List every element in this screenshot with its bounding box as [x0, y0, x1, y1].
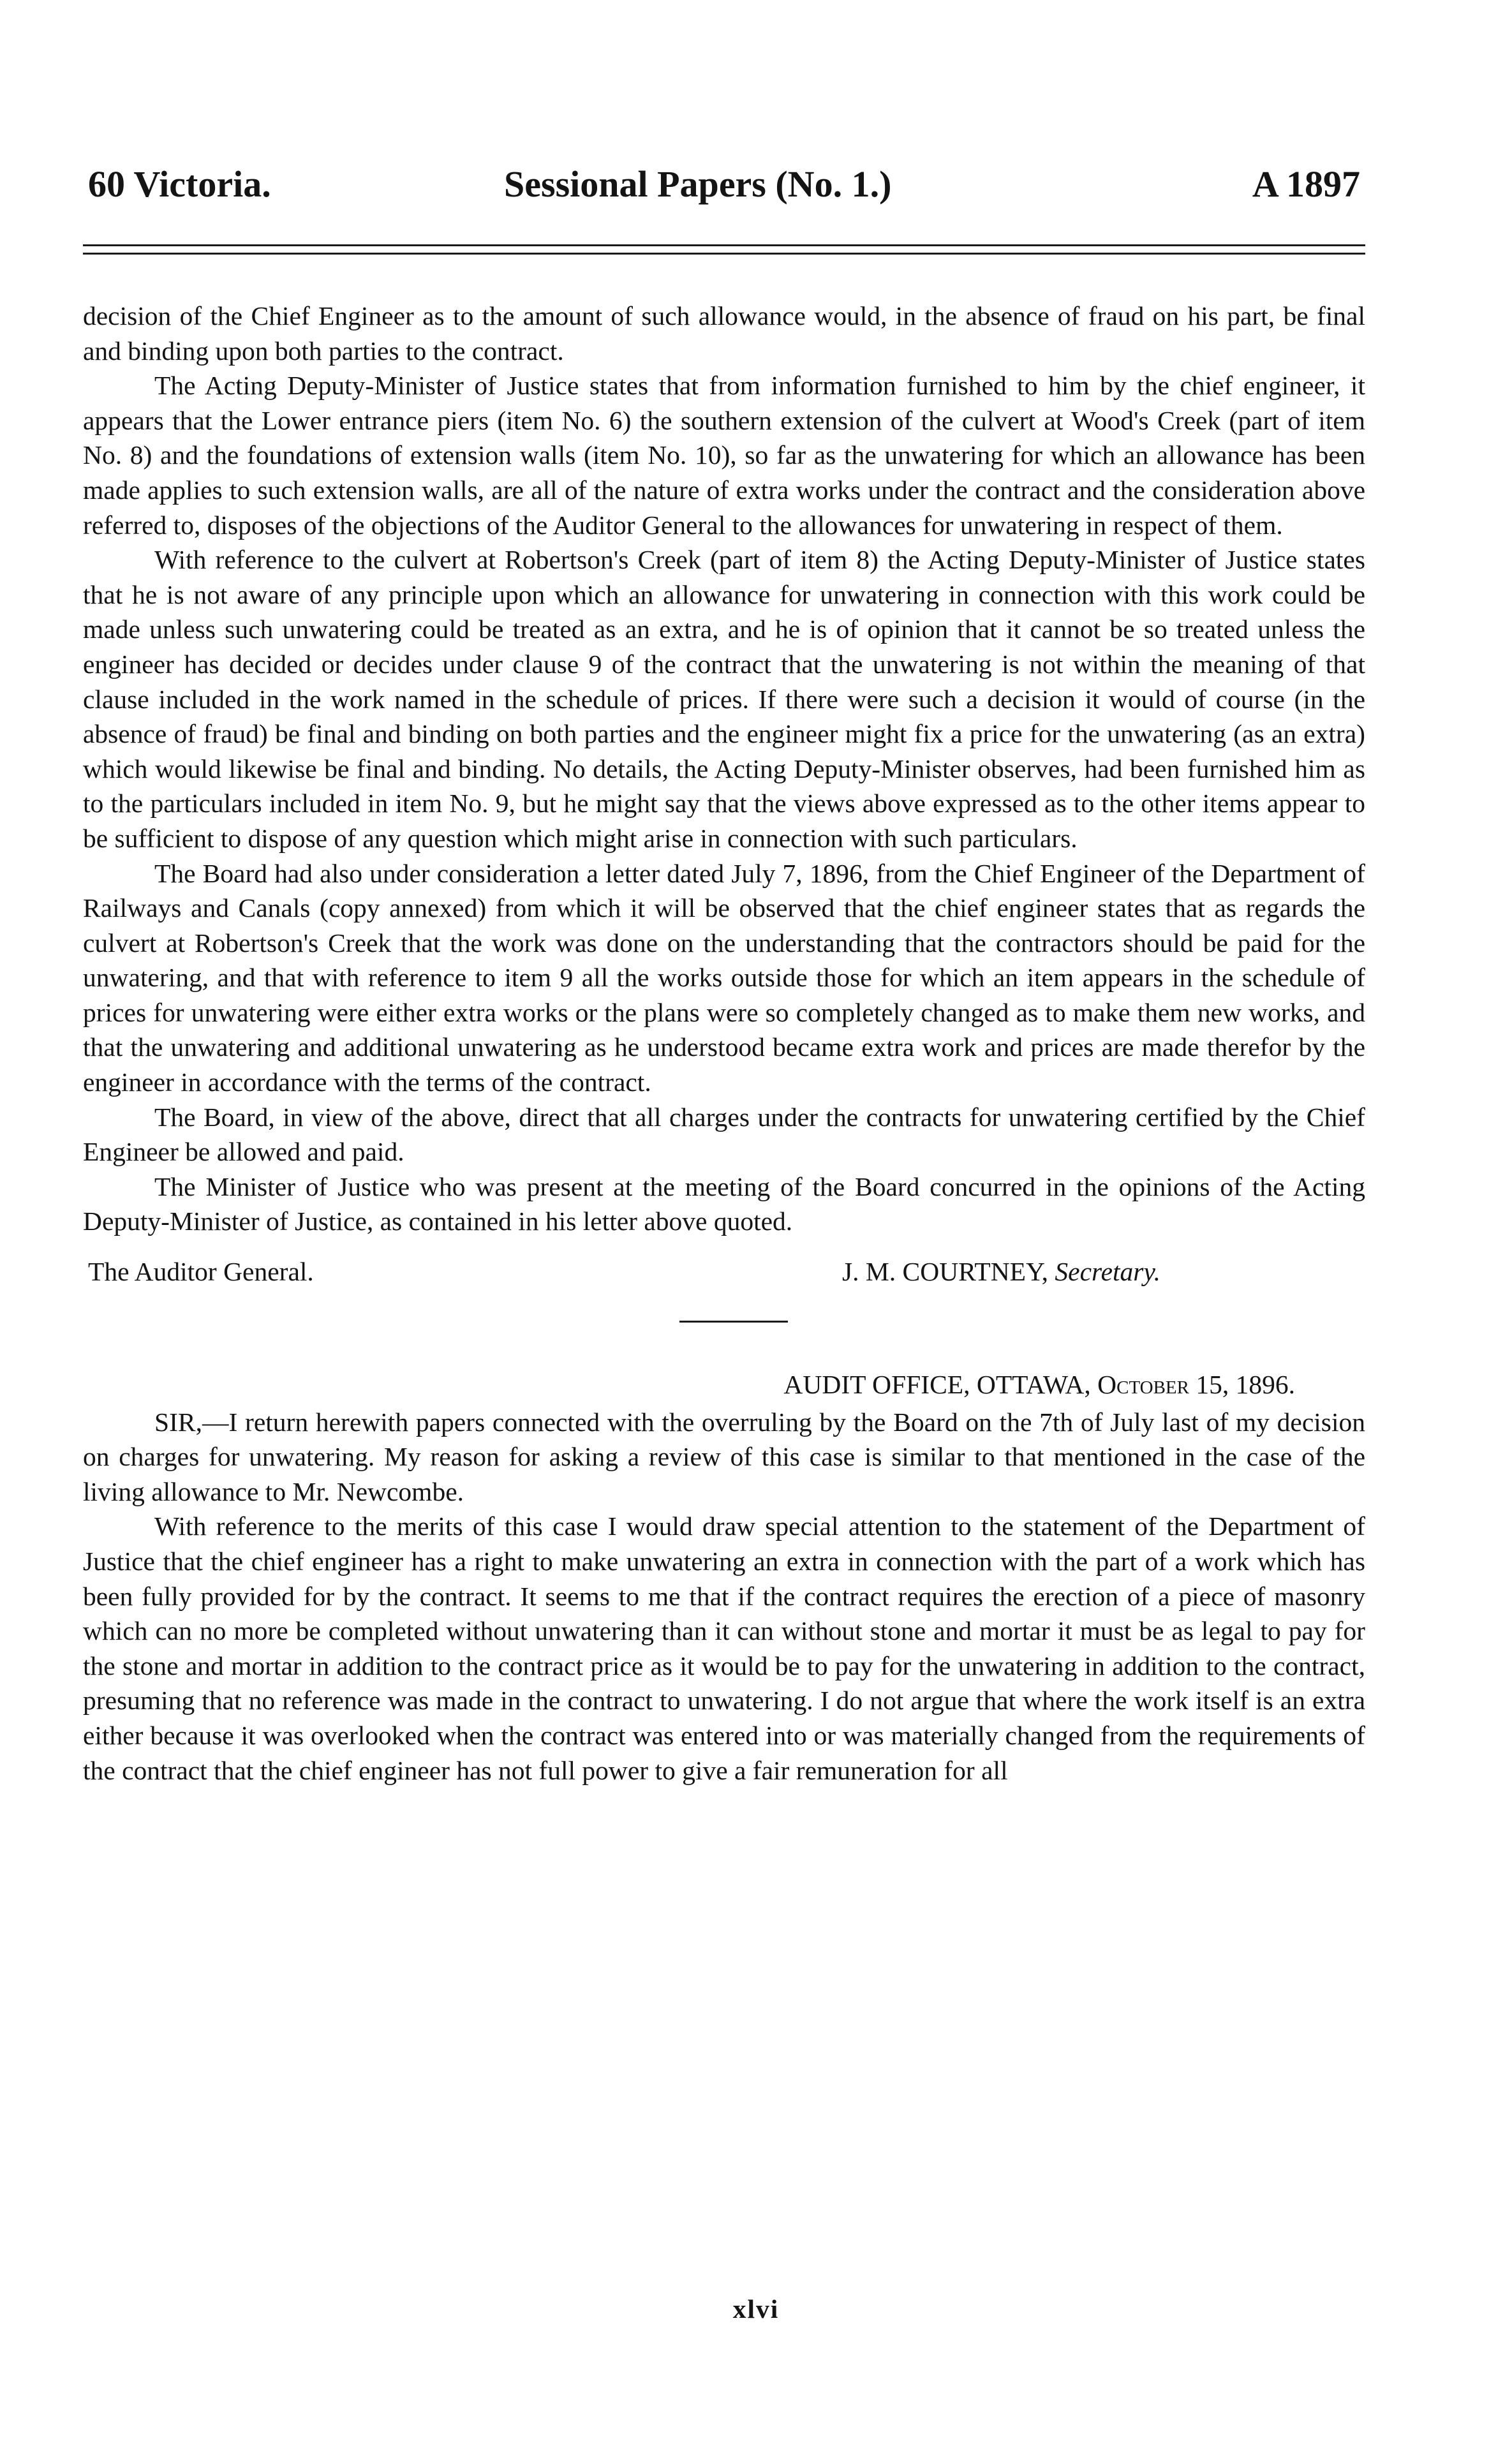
addressee: The Auditor General.	[88, 1257, 314, 1287]
paragraph: The Minister of Justice who was present at the meeting of the Board concurred in the opinions of the Acting Deputy-Minister of Justice, as contained in his letter above quoted.	[83, 1171, 1365, 1236]
signature	[842, 1254, 1160, 1289]
dateline: AUDIT OFFICE, OTTAWA, October 15, 1896.	[783, 1370, 1295, 1400]
signature-name: J. M. COURTNEY,	[842, 1257, 1049, 1287]
signoff	[83, 1243, 1365, 1295]
document-body	[83, 299, 1365, 1788]
paragraph: The Board, in view of the above, direct that all charges under the contracts for unwatering certified by the Chief Engineer be allowed and paid.	[83, 1102, 1365, 1167]
page-number: xlvi	[732, 2294, 780, 2324]
header-title: Sessional Papers (No. 1.)	[504, 163, 892, 205]
paragraph: decision of the Chief Engineer as to the amount of such allowance would, in the absence of fraud on his part, be final and binding upon both parties to the contract.	[83, 301, 1365, 366]
running-header	[83, 163, 1365, 214]
paragraph: With reference to the culvert at Robertson's Creek (part of item 8) the Acting Deputy-Minister of Justice states that he is not aware of any principle upon which an allowance for unwatering in connection with this work could be made unless such unwatering could be treated as an extra, and he is of opinion that it cannot be so treated unless the engineer has decided or decides under clause 9 of the contract that the unwatering is not within the meaning of that clause included in the work named in the schedule of prices. If there were such a decision it would of course (in the absence of fraud) be final and binding on both parties and the engineer might fix a price for the unwatering (as an extra) which would likewise be final and binding. No details, the Acting Deputy-Minister observes, had been furnished him as to the particulars included in item No. 9, but he might say that the views above expressed as to the other items appear to be sufficient to dispose of any question which might arise in connection with such particulars.	[83, 545, 1365, 853]
signature-role: Secretary.	[1055, 1257, 1160, 1287]
section-divider	[679, 1321, 788, 1323]
header-rule-bottom	[83, 253, 1365, 255]
header-volume: 60 Victoria.	[88, 163, 271, 205]
header-year: A 1897	[1252, 163, 1360, 205]
letter-paragraph: SIR,—I return herewith papers connected with the overruling by the Board on the 7th of July last of my decision on charges for unwatering. My reason for asking a review of this case is similar to that mentioned in the case of the living allowance to Mr. Newcombe.	[83, 1407, 1365, 1506]
header-rule-top	[83, 244, 1365, 246]
paragraph: The Acting Deputy-Minister of Justice states that from information furnished to him by the chief engineer, it appears that the Lower entrance piers (item No. 6) the southern extension of the culvert at Wood's Creek (part of item No. 8) and the foundations of extension walls (item No. 10), so far as the unwatering for which an allowance has been made applies to such extension walls, are all of the nature of extra works under the contract and the consideration above referred to, disposes of the objections of the Auditor General to the allowances for unwatering in respect of them.	[83, 371, 1365, 540]
paragraph: The Board had also under consideration a letter dated July 7, 1896, from the Chief Engineer of the Department of Railways and Canals (copy annexed) from which it will be observed that the chief engineer states that as regards the culvert at Robertson's Creek that the work was done on the understanding that the contractors should be paid for the unwatering, and that with reference to item 9 all the works outside those for which an item appears in the schedule of prices for unwatering were either extra works or the plans were so completely changed as to make them new works, and that the unwatering and additional unwatering as he understood became extra work and prices are made therefor by the engineer in accordance with the terms of the contract.	[83, 858, 1365, 1097]
letter-paragraph: With reference to the merits of this case I would draw special attention to the statement of the Department of Justice that the chief engineer has a right to make unwatering an extra in connection with the part of a work which has been fully provided for by the contract. It seems to me that if the contract requires the erection of a piece of masonry which can no more be completed without unwatering than it can without stone and mortar it must be as legal to pay for the stone and mortar in addition to the contract price as it would be to pay for the unwatering in addition to the contract, presuming that no reference was made in the contract to unwatering. I do not argue that where the work itself is an extra either because it was overlooked when the contract was entered into or was materially changed from the requirements of the contract that the chief engineer has not full power to give a fair remuneration for all	[83, 1511, 1365, 1785]
